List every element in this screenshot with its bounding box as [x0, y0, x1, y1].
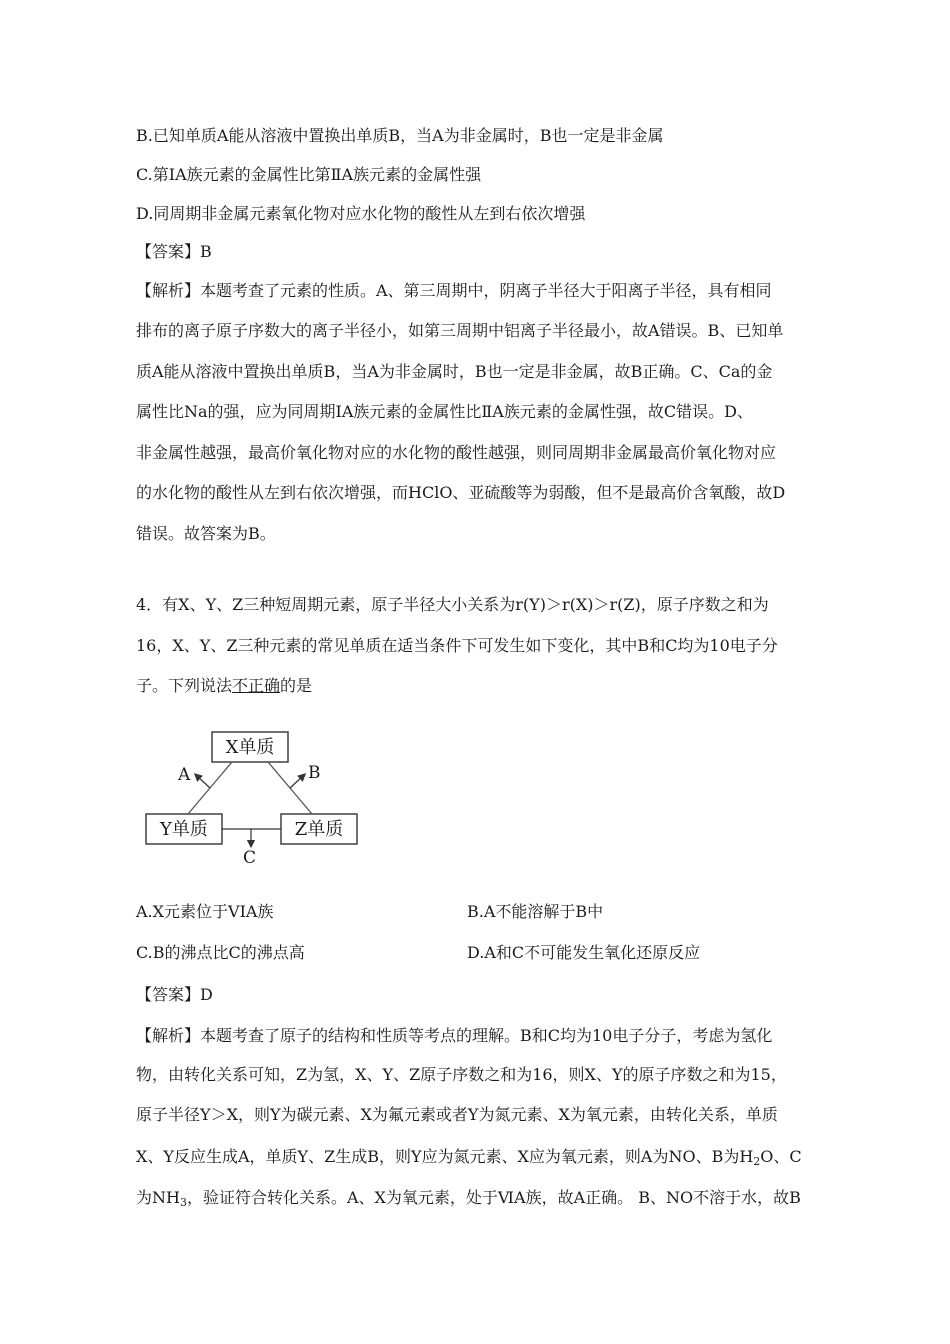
q3-analysis-line: 错误。故答案为B。 — [136, 524, 276, 543]
q4-stem-line: 16，X、Y、Z三种元素的常见单质在适当条件下可发生如下变化，其中B和C均为10电子分 — [136, 636, 778, 655]
q3-analysis-line: 属性比Na的强，应为同周期ⅠA族元素的金属性比ⅡA族元素的金属性强，故C错误。D、 — [136, 402, 753, 421]
q4-option-a: A.X元素位于VIA族 — [136, 902, 274, 921]
label-b: B — [308, 763, 321, 783]
q4-analysis-line: X、Y反应生成A，单质Y、Z生成B，则Y应为氮元素、X应为氧元素，则A为NO、B为$H_2O$、C — [136, 1147, 802, 1168]
q4-option-b: B.A不能溶解于B中 — [467, 902, 604, 921]
label-a: A — [178, 765, 191, 785]
q3-analysis-line: 质A能从溶液中置换出单质B，当A为非金属时，B也一定是非金属，故B正确。C、Ca的金 — [136, 362, 773, 381]
q3-analysis-line: 排布的离子原子序数大的离子半径小，如第三周期中铝离子半径最小，故A错误。B、已知单 — [136, 321, 784, 340]
q3-analysis-line: 非金属性越强，最高价氧化物对应的水化物的酸性越强，则同周期非金属最高价氧化物对应 — [136, 443, 777, 462]
underlined-not-correct: 不正确 — [232, 676, 281, 695]
q4-stem-line: 4．有X、Y、Z三种短周期元素，原子半径大小关系为r(Y)＞r(X)＞r(Z)，原子序数之和为 — [136, 595, 769, 614]
q4-answer: 【答案】D — [136, 985, 213, 1004]
z-box-label: Z单质 — [294, 819, 344, 840]
q3-option-b: B.已知单质A能从溶液中置换出单质B，当A为非金属时，B也一定是非金属 — [136, 126, 664, 145]
q4-analysis-line: 【解析】本题考查了原子的结构和性质等考点的理解。B和C均为10电子分子，考虑为氢化 — [136, 1026, 773, 1045]
arrow-b — [290, 776, 303, 788]
y-box-label: Y单质 — [160, 819, 208, 840]
q4-option-c: C.B的沸点比C的沸点高 — [136, 943, 305, 962]
q3-option-c: C.第ⅠA族元素的金属性比第ⅡA族元素的金属性强 — [136, 165, 482, 184]
q4-stem-line: 子。下列说法不正确的是 — [136, 676, 313, 695]
q4-option-d: D.A和C不可能发生氧化还原反应 — [467, 943, 701, 962]
arrow-a — [197, 776, 210, 788]
label-c: C — [243, 848, 257, 868]
q3-answer: 【答案】B — [136, 242, 212, 261]
q3-option-d: D.同周期非金属元素氧化物对应水化物的酸性从左到右依次增强 — [136, 204, 586, 223]
q4-analysis-line: 原子半径Y＞X，则Y为碳元素、X为氟元素或者Y为氮元素、X为氧元素，由转化关系，单质 — [136, 1105, 778, 1124]
reaction-diagram — [140, 726, 370, 868]
x-box-label: X单质 — [225, 737, 275, 758]
q4-analysis-line: 物，由转化关系可知，Z为氢，X、Y、Z原子序数之和为16，则X、Y的原子序数之和为15， — [136, 1065, 787, 1084]
q4-analysis-line: 为$NH_3$，验证符合转化关系。A、X为氧元素，处于ⅥA族，故A正确。 B、NO不溶于水，故B — [136, 1188, 801, 1209]
q3-analysis-line: 【解析】本题考查了元素的性质。A、第三周期中，阴离子半径大于阳离子半径，具有相同 — [136, 281, 772, 300]
q3-analysis-line: 的水化物的酸性从左到右依次增强，而HClO、亚硫酸等为弱酸，但不是最高价含氧酸，故D — [136, 483, 786, 502]
